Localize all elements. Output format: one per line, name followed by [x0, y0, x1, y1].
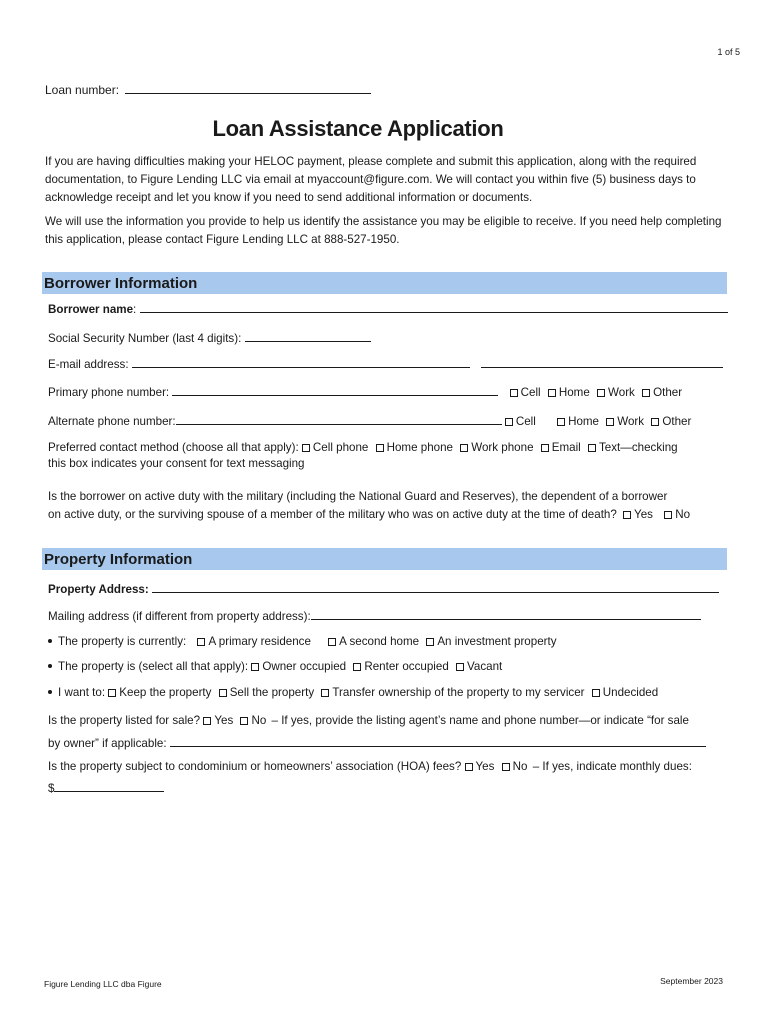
checkbox-icon[interactable] — [664, 511, 672, 519]
contact-note: this box indicates your consent for text messaging — [48, 457, 305, 470]
checkbox-icon[interactable] — [197, 638, 205, 646]
hoa-yes[interactable] — [465, 760, 495, 773]
checkbox-icon[interactable] — [460, 444, 468, 452]
option-label: Renter occupied — [364, 660, 449, 673]
borrower-name-row — [48, 300, 728, 316]
ssn-label: Social Security Number (last 4 digits): — [48, 332, 242, 345]
property-status-label: The property is (select all that apply): — [58, 660, 249, 673]
mailing-address-row — [48, 607, 728, 623]
borrower-section-header — [42, 272, 727, 294]
property-status-row — [48, 660, 728, 673]
checkbox-icon[interactable] — [606, 418, 614, 426]
ssn-row — [48, 329, 728, 345]
contact-method-label: Preferred contact method (choose all that apply): — [48, 441, 299, 454]
listed-agent-field[interactable] — [170, 734, 706, 747]
alternate-phone-field[interactable] — [176, 412, 502, 425]
mailing-address-label: Mailing address (if different from property address): — [48, 610, 311, 623]
checkbox-icon[interactable] — [328, 638, 336, 646]
checkbox-icon[interactable] — [597, 389, 605, 397]
hoa-followup: – If yes, indicate monthly dues: — [532, 760, 692, 773]
option-label: Text—checking — [599, 441, 678, 454]
page-indicator: 1 of 5 — [717, 47, 740, 57]
footer-date: September 2023 — [660, 976, 723, 986]
military-question-line2 — [48, 508, 728, 521]
primary-phone-label: Primary phone number: — [48, 386, 170, 399]
bullet-icon — [48, 664, 52, 668]
military-question-text: on active duty, or the surviving spouse of a member of the military who was on active duty at the time of death? — [48, 508, 617, 521]
property-section-title: Property Information — [44, 551, 193, 568]
intent-keep[interactable] — [108, 686, 211, 699]
property-currently-row — [48, 635, 728, 648]
intent-label: I want to: — [58, 686, 106, 699]
status-renter-occupied[interactable] — [353, 660, 448, 673]
option-label: Email — [551, 441, 581, 454]
contact-home-phone[interactable] — [376, 441, 453, 454]
property-section-header — [42, 548, 727, 570]
listed-question: Is the property listed for sale? — [48, 714, 201, 727]
contact-work-phone[interactable] — [460, 441, 533, 454]
email-field[interactable] — [132, 355, 470, 368]
hoa-row — [48, 760, 728, 773]
checkbox-icon[interactable] — [376, 444, 384, 452]
hoa-dues-field[interactable] — [54, 779, 164, 792]
checkbox-icon[interactable] — [240, 717, 248, 725]
primary-phone-work[interactable] — [597, 386, 635, 399]
option-label: Home — [558, 386, 590, 399]
checkbox-icon[interactable] — [548, 389, 556, 397]
option-label: No — [251, 714, 267, 727]
option-label: Yes — [214, 714, 234, 727]
currently-second-home[interactable] — [328, 635, 419, 648]
option-label: Other — [653, 386, 683, 399]
contact-method-row — [48, 441, 728, 454]
listed-for-sale-row — [48, 714, 728, 727]
property-address-label: Property Address: — [48, 583, 149, 596]
checkbox-icon[interactable] — [219, 689, 227, 697]
mailing-address-field[interactable] — [311, 607, 701, 620]
primary-phone-row — [48, 383, 728, 399]
alternate-phone-other[interactable] — [651, 415, 691, 428]
intro-paragraph-2: We will use the information you provide to help us identify the assistance you may be eligible to receive. If you need help completing this application, please contact Figure Lending LLC at 888-527-1950. — [45, 215, 722, 246]
borrower-name-field[interactable] — [140, 300, 728, 313]
contact-text[interactable] — [588, 441, 678, 454]
checkbox-icon[interactable] — [505, 418, 513, 426]
option-label: Keep the property — [119, 686, 212, 699]
option-label: Yes — [475, 760, 495, 773]
military-question-line1: Is the borrower on active duty with the military (including the National Guard and Reserves), the dependent of a borrower — [48, 490, 668, 503]
military-no[interactable] — [664, 508, 690, 521]
currently-investment-property[interactable] — [426, 635, 556, 648]
contact-cell-phone[interactable] — [302, 441, 368, 454]
option-label: An investment property — [437, 635, 557, 648]
checkbox-icon[interactable] — [623, 511, 631, 519]
checkbox-icon[interactable] — [108, 689, 116, 697]
checkbox-icon[interactable] — [510, 389, 518, 397]
primary-phone-home[interactable] — [548, 386, 590, 399]
checkbox-icon[interactable] — [426, 638, 434, 646]
option-label: No — [675, 508, 691, 521]
option-label: Work — [617, 415, 645, 428]
option-label: Sell the property — [229, 686, 315, 699]
option-label: Cell phone — [312, 441, 369, 454]
checkbox-icon[interactable] — [302, 444, 310, 452]
option-label: Owner occupied — [262, 660, 347, 673]
email-row — [48, 355, 728, 371]
status-owner-occupied[interactable] — [251, 660, 346, 673]
ssn-field[interactable] — [245, 329, 371, 342]
primary-phone-other[interactable] — [642, 386, 682, 399]
intro-paragraph-1: If you are having difficulties making your HELOC payment, please complete and submit this application, along with the required documentation, to Figure Lending LLC via email at myaccount@figure.com. We will contact you within five (5) business days to acknowledge receipt and let you know if you need to send additional information or documents. — [45, 155, 697, 204]
intent-undecided[interactable] — [592, 686, 658, 699]
listed-followup: – If yes, provide the listing agent’s name and phone number—or indicate “for sale — [271, 714, 689, 727]
alternate-phone-cell[interactable] — [505, 415, 536, 428]
primary-phone-cell[interactable] — [510, 386, 541, 399]
listed-agent-row — [48, 734, 728, 750]
property-currently-label: The property is currently: — [58, 635, 187, 648]
status-vacant[interactable] — [456, 660, 502, 673]
checkbox-icon[interactable] — [456, 663, 464, 671]
currently-primary-residence[interactable] — [197, 635, 310, 648]
property-address-field[interactable] — [152, 580, 719, 593]
checkbox-icon[interactable] — [502, 763, 510, 771]
property-address-row — [48, 580, 728, 596]
loan-number-row — [45, 81, 371, 97]
alternate-phone-label: Alternate phone number: — [48, 415, 176, 428]
borrower-name-colon: : — [133, 303, 137, 316]
borrower-section-title: Borrower Information — [44, 275, 198, 292]
checkbox-icon[interactable] — [588, 444, 596, 452]
primary-phone-field[interactable] — [172, 383, 498, 396]
checkbox-icon[interactable] — [251, 663, 259, 671]
intent-sell[interactable] — [219, 686, 314, 699]
email-label: E-mail address: — [48, 358, 129, 371]
option-label: Cell — [520, 386, 541, 399]
option-label: Yes — [634, 508, 653, 521]
option-label: Work phone — [471, 441, 534, 454]
borrower-name-label: Borrower name — [48, 303, 134, 316]
page-title: Loan Assistance Application — [212, 116, 504, 141]
intent-transfer[interactable] — [321, 686, 584, 699]
checkbox-icon[interactable] — [642, 389, 650, 397]
listed-yes[interactable] — [203, 714, 233, 727]
contact-email[interactable] — [541, 441, 581, 454]
option-label: Home — [568, 415, 600, 428]
option-label: Cell — [515, 415, 536, 428]
checkbox-icon[interactable] — [203, 717, 211, 725]
listed-agent-label: by owner” if applicable: — [48, 737, 167, 750]
checkbox-icon[interactable] — [541, 444, 549, 452]
footer-company: Figure Lending LLC dba Figure — [44, 979, 162, 989]
hoa-question: Is the property subject to condominium or homeowners’ association (HOA) fees? — [48, 760, 462, 773]
option-label: Home phone — [386, 441, 453, 454]
dollar-sign: $ — [48, 782, 55, 795]
loan-number-label: Loan number: — [45, 83, 120, 97]
alternate-phone-row — [48, 412, 728, 428]
hoa-no[interactable] — [502, 760, 528, 773]
hoa-dues-row — [48, 779, 728, 795]
option-label: Work — [608, 386, 635, 399]
listed-no[interactable] — [240, 714, 266, 727]
option-label: No — [512, 760, 528, 773]
military-yes[interactable] — [623, 508, 653, 521]
option-label: Other — [662, 415, 692, 428]
option-label: A primary residence — [208, 635, 311, 648]
intent-row — [48, 686, 728, 699]
checkbox-icon[interactable] — [353, 663, 361, 671]
email-field-2[interactable] — [481, 355, 723, 368]
alternate-phone-work[interactable] — [606, 415, 644, 428]
option-label: A second home — [339, 635, 420, 648]
checkbox-icon[interactable] — [465, 763, 473, 771]
bullet-icon — [48, 639, 52, 643]
bullet-icon — [48, 690, 52, 694]
loan-number-field[interactable] — [125, 81, 371, 94]
checkbox-icon[interactable] — [592, 689, 600, 697]
checkbox-icon[interactable] — [651, 418, 659, 426]
option-label: Transfer ownership of the property to my servicer — [332, 686, 585, 699]
checkbox-icon[interactable] — [557, 418, 565, 426]
option-label: Vacant — [467, 660, 503, 673]
option-label: Undecided — [602, 686, 659, 699]
alternate-phone-home[interactable] — [557, 415, 599, 428]
checkbox-icon[interactable] — [321, 689, 329, 697]
